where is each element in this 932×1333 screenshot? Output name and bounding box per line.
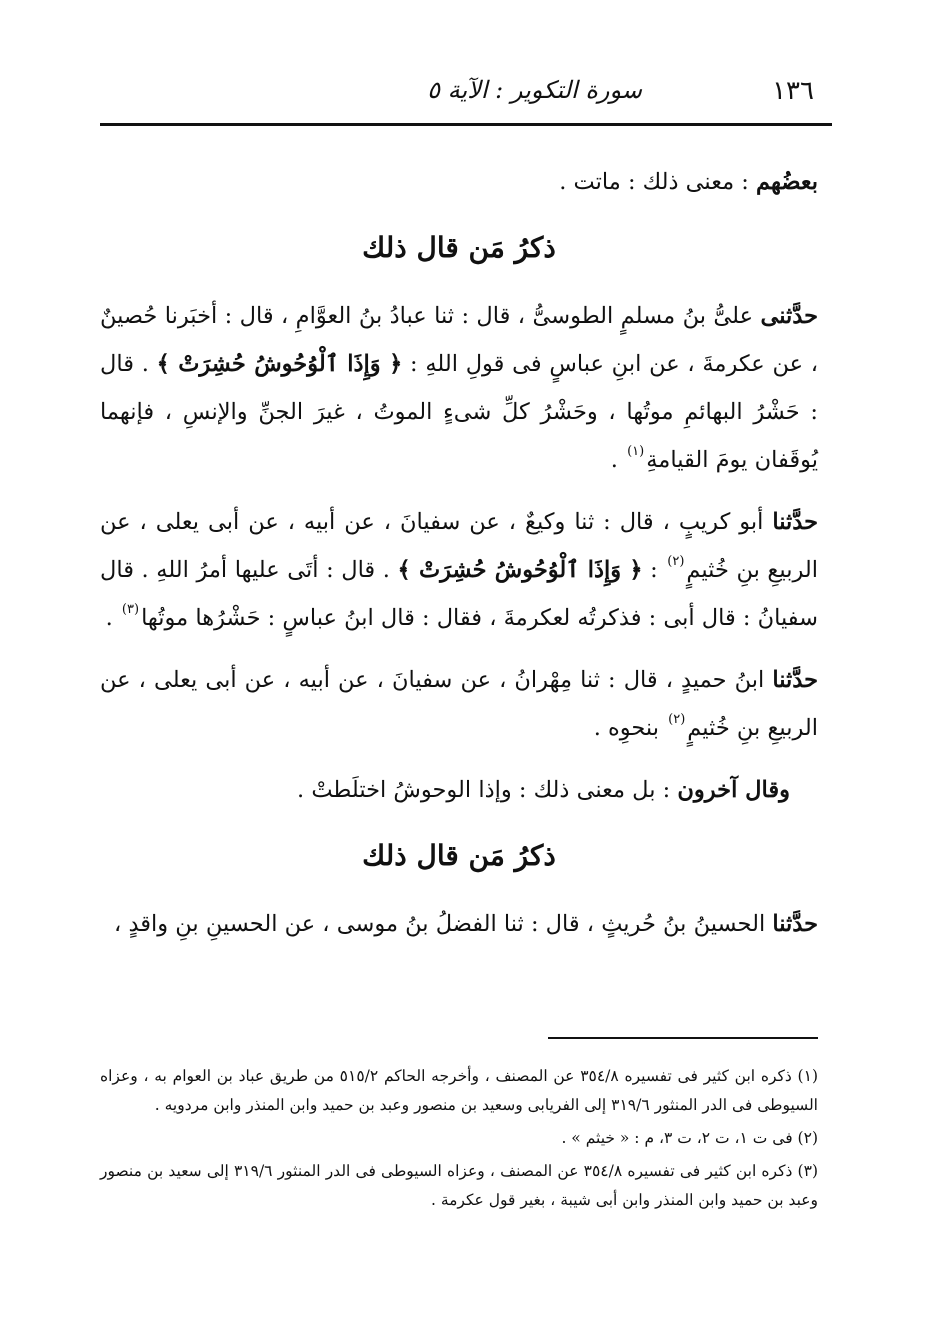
paragraph-1-lead: حدَّثنى — [760, 303, 819, 329]
footnote-marker-2: (٢) — [668, 712, 686, 727]
opening-lead: بعضُهم — [756, 169, 818, 195]
footnotes — [100, 1062, 818, 1219]
paragraph-5-text: الحسينُ بنُ حُريثٍ ، قال : ثنا الفضلُ بنُ موسى ، عن الحسينِ بنِ واقدٍ ، — [114, 911, 766, 937]
footnote-1: (١) ذكره ابن كثير فى تفسيره ٣٥٤/٨ عن المصنف ، وأخرجه الحاكم ٥١٥/٢ من طريق عباد بن العوام به ، وعزاه السيوطى فى الدر المنثور ٣١٩/٦ إلى الفريابى وسعيد بن منصور وعبد بن حميد وابن المنذر وابن مردويه . — [100, 1067, 818, 1114]
paragraph-4 — [100, 766, 818, 814]
paragraph-1-text-a: علىُّ بنُ مسلمٍ الطوسىُّ ، قال : ثنا عبادُ بنُ العوَّامِ ، قال : أخبَرنا حُصينٌ ، عن عكرمةَ ، عن ابنِ عباسٍ فى قولِ اللهِ : — [100, 303, 819, 377]
footnote-marker-2: (٢) — [667, 554, 685, 569]
paragraph-3-text-b: بنحوِه . — [593, 715, 659, 741]
paragraph-4-text: : بل معنى ذلك : وإذا الوحوشُ اختلَطتْ . — [297, 777, 671, 803]
paragraph-3 — [100, 656, 818, 752]
running-header — [100, 72, 832, 116]
footnote-3: (٣) ذكره ابن كثير فى تفسيره ٣٥٤/٨ عن المصنف ، وعزاه السيوطى فى الدر المنثور ٣١٩/٦ إلى سعيد بن منصور وعبد بن حميد وابن المنذر وابن أبى شيبة ، بغير قول عكرمة . — [100, 1162, 818, 1209]
paragraph-3-lead: حدَّثنا — [772, 667, 818, 693]
paragraph-2-text-b: . قال : أتَى عليها أمرُ اللهِ . قال سفيانُ : قال أبى : فذكرتُه لعكرمةَ ، فقال : قال ابنُ عباسٍ : حَشْرُها موتُها — [100, 557, 818, 631]
quran-quote: ﴿ وَإِذَا ٱلْوُحُوشُ حُشِرَتْ ﴾ — [156, 351, 403, 377]
running-title: سورة التكوير : الآية ٥ — [427, 76, 642, 104]
paragraph-2-colon: : — [650, 557, 658, 583]
paragraph-5 — [100, 900, 818, 948]
page-number: ١٣٦ — [772, 76, 814, 106]
paragraph-2-lead: حدَّثنا — [772, 509, 818, 535]
paragraph-5-lead: حدَّثنا — [772, 911, 818, 937]
footnote-rule — [548, 1037, 818, 1039]
footnote-2: (٢) فى ت ١، ت ٢، ت ٣، م : « خيثم » . — [561, 1129, 818, 1147]
section-heading-1: ذكرُ مَن قال ذلك — [362, 231, 556, 264]
paragraph-1-text-b: . قال : حَشْرُ البهائمِ موتُها ، وحَشْرُ كلِّ شىءٍ الموتُ ، غيرَ الجنِّ والإنسِ ، فإنهما يُوقَفان يومَ القيامةِ — [100, 351, 818, 473]
opening-text: : معنى ذلك : ماتت . — [559, 169, 749, 195]
paragraph-1-end: . — [610, 447, 618, 473]
header-rule — [100, 123, 832, 126]
paragraph-1 — [100, 292, 818, 484]
opening-line — [100, 158, 818, 206]
paragraph-3-text-a: ابنُ حميدٍ ، قال : ثنا مِهْرانُ ، عن سفيانَ ، عن أبيه ، عن أبى يعلى ، عن الربيعِ بنِ خُثيمٍ — [100, 667, 818, 741]
paragraph-4-lead: وقال آخرون — [677, 777, 790, 803]
paragraph-2-end: . — [105, 605, 113, 631]
footnote-marker-1: (١) — [627, 444, 645, 459]
footnote-marker-3: (٣) — [121, 602, 140, 617]
paragraph-2-text-a: أبو كريبٍ ، قال : ثنا وكيعٌ ، عن سفيانَ ، عن أبيه ، عن أبى يعلى ، عن الربيعِ بنِ خُثيمٍ — [100, 509, 818, 583]
section-heading-2: ذكرُ مَن قال ذلك — [362, 839, 556, 872]
quran-quote: ﴿ وَإِذَا ٱلْوُحُوشُ حُشِرَتْ ﴾ — [397, 557, 643, 583]
paragraph-2 — [100, 498, 818, 642]
main-text — [100, 158, 818, 962]
